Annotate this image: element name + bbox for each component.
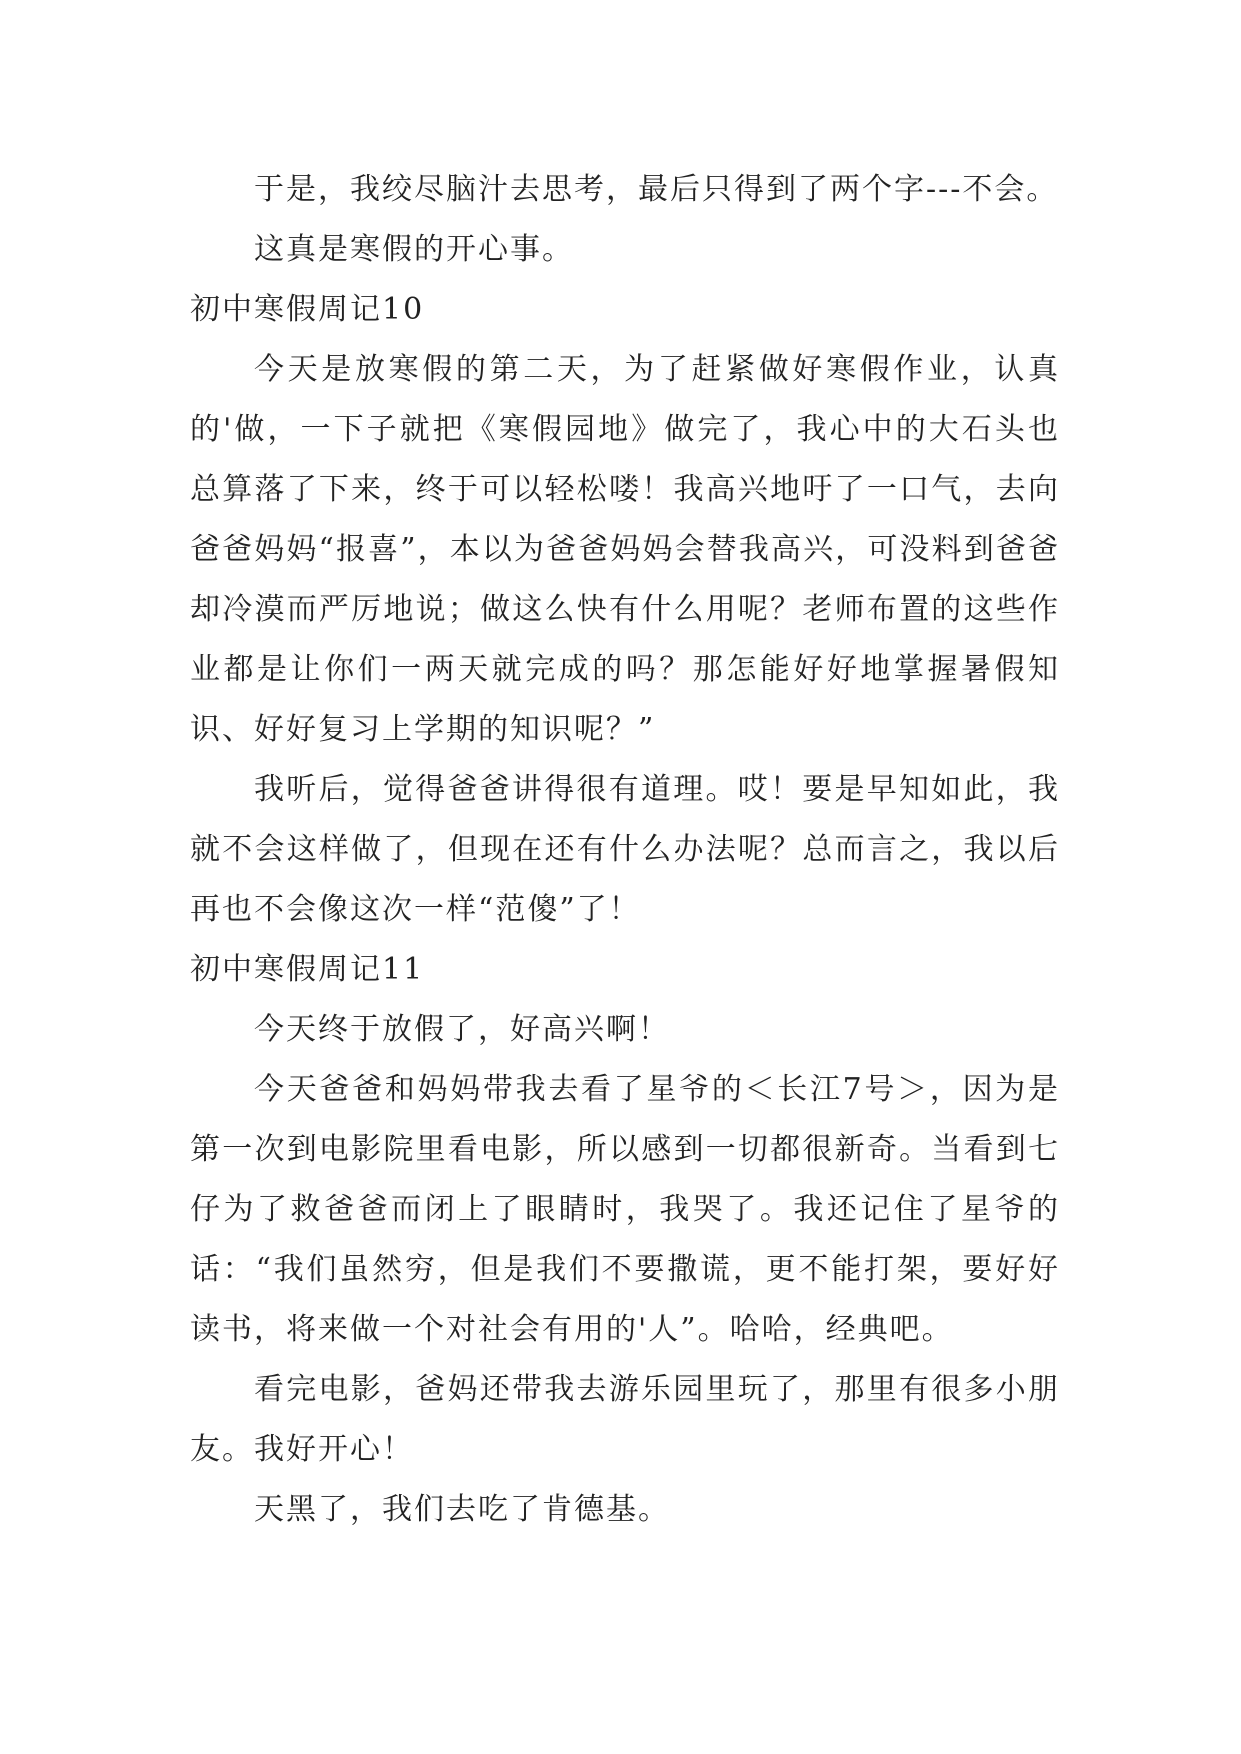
document-body [190,160,1060,1540]
paragraph: 今天爸爸和妈妈带我去看了星爷的＜长江7号＞，因为是第一次到电影院里看电影，所以感到一切都很新奇。当看到七仔为了救爸爸而闭上了眼睛时，我哭了。我还记住了星爷的话：“我们虽然穷，但是我们不要撒谎，更不能打架，要好好读书，将来做一个对社会有用的'人”。哈哈，经典吧。 [190,1072,1060,1347]
paragraph: 我听后，觉得爸爸讲得很有道理。哎！要是早知如此，我就不会这样做了，但现在还有什么办法呢？总而言之，我以后再也不会像这次一样“范傻”了！ [190,772,1060,927]
section-heading: 初中寒假周记11 [190,952,425,987]
paragraph: 看完电影，爸妈还带我去游乐园里玩了，那里有很多小朋友。我好开心！ [190,1372,1060,1467]
paragraph: 今天终于放假了，好高兴啊！ [254,1012,670,1047]
paragraph: 天黑了，我们去吃了肯德基。 [254,1492,670,1527]
paragraph: 这真是寒假的开心事。 [254,232,574,267]
paragraph: 今天是放寒假的第二天，为了赶紧做好寒假作业，认真的'做，一下子就把《寒假园地》做完了，我心中的大石头也总算落了下来，终于可以轻松喽！我高兴地吁了一口气，去向爸爸妈妈“报喜”，本以为爸爸妈妈会替我高兴，可没料到爸爸却冷漠而严厉地说；做这么快有什么用呢？老师布置的这些作业都是让你们一两天就完成的吗？那怎能好好地掌握暑假知识、好好复习上学期的知识呢？” [190,352,1060,747]
section-heading: 初中寒假周记10 [190,292,425,327]
paragraph: 于是，我绞尽脑汁去思考，最后只得到了两个字---不会。 [254,172,1059,207]
